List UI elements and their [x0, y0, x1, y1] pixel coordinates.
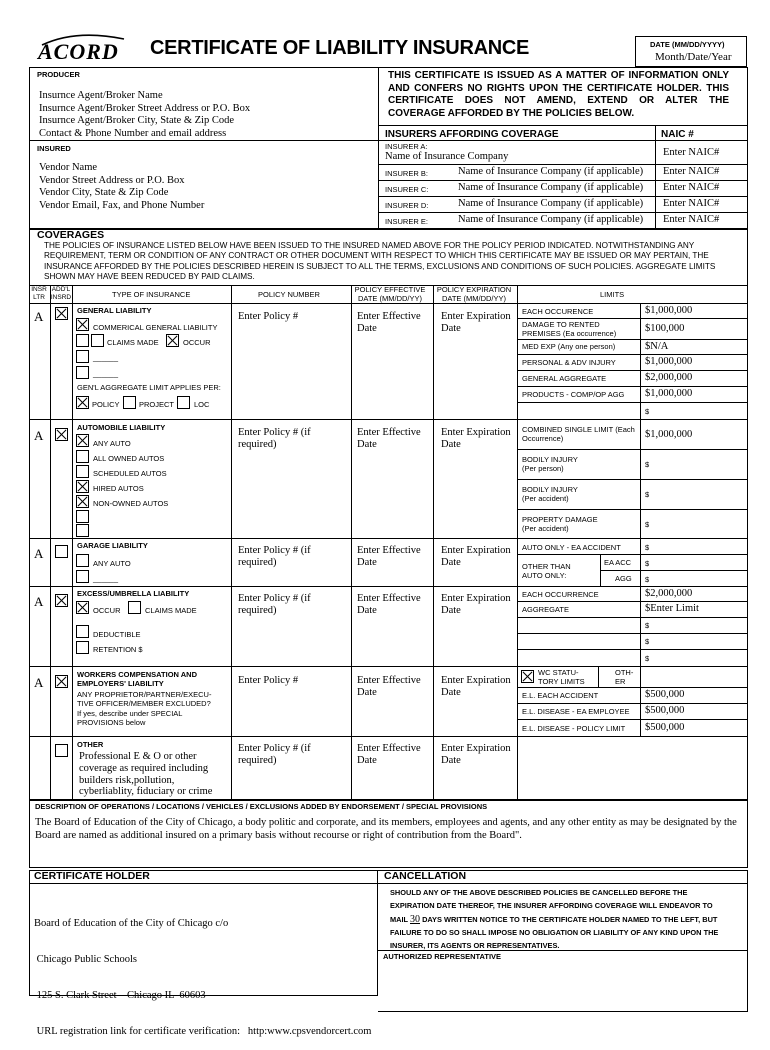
auto-extra-checkbox-1[interactable] [76, 510, 89, 523]
gl-limit-value[interactable]: $2,000,000 [645, 372, 693, 383]
gl-limit-label: MED EXP (Any one person) [522, 342, 616, 351]
auto-any-label: ANY AUTO [93, 439, 131, 448]
holder-line: 125 S. Clark Street – Chicago IL 60603 [34, 990, 206, 1001]
insured-line: Vendor Email, Fax, and Phone Number [39, 199, 205, 211]
gl-limit-label: EACH OCCURENCE [522, 307, 594, 316]
auto-hired-checkbox[interactable] [76, 480, 89, 493]
garage-extra-checkbox[interactable] [76, 570, 89, 583]
garage-insurer-letter[interactable]: A [34, 546, 44, 561]
auto-expiration-date[interactable]: Enter Expiration Date [441, 427, 511, 450]
producer-block[interactable] [39, 90, 250, 140]
auto-limit-value[interactable]: $ [645, 520, 650, 529]
gl-policy-checkbox[interactable] [76, 396, 89, 409]
holder-label: CERTIFICATE HOLDER [34, 870, 150, 882]
gl-limit-value-blank[interactable]: $ [645, 407, 650, 416]
holder-line: URL registration link for certificate verification: http:www.cpsvendorcert.com [34, 1026, 372, 1037]
wc-policy-number[interactable]: Enter Policy # [238, 675, 299, 686]
insurer-e-name[interactable]: Name of Insurance Company (if applicable) [458, 214, 644, 225]
holder-block[interactable] [34, 894, 371, 1050]
gl-addl-checkbox[interactable] [55, 307, 68, 320]
gl-insurer-letter[interactable]: A [34, 309, 44, 324]
gl-claims-made-checkbox[interactable] [91, 334, 104, 347]
gl-expiration-date[interactable]: Enter Expiration Date [441, 311, 511, 334]
auto-any-checkbox[interactable] [76, 434, 89, 447]
other-effective-date[interactable]: Enter Effective Date [357, 743, 421, 766]
cancellation-days[interactable]: 30 [410, 913, 420, 925]
cancellation-mail: MAIL [390, 914, 408, 924]
producer-line: Insurnce Agent/Broker City, State & Zip Code [39, 115, 234, 126]
auto-scheduled-label: SCHEDULED AUTOS [93, 469, 167, 478]
gl-blank-line-1: ______ [93, 353, 119, 362]
cancellation-line: SHOULD ANY OF THE ABOVE DESCRIBED POLICIES BE CANCELLED BEFORE THE [390, 888, 688, 897]
col-addl-insrd: ADD'L INSRD [50, 286, 72, 301]
auto-addl-checkbox[interactable] [55, 428, 68, 441]
auto-insurer-letter[interactable]: A [34, 428, 44, 443]
wc-effective-date[interactable]: Enter Effective Date [357, 675, 421, 698]
producer-line: Contact & Phone Number and email address [39, 127, 227, 139]
col-limits: LIMITS [600, 290, 625, 299]
insurer-b-naic[interactable]: Enter NAIC# [663, 166, 720, 177]
gl-project-label: PROJECT [139, 400, 175, 409]
gl-limit-value[interactable]: $1,000,000 [645, 305, 693, 316]
excess-deductible-label: DEDUCTIBLE [93, 630, 141, 639]
excess-deductible-checkbox[interactable] [76, 625, 89, 638]
gl-cgl-checkbox[interactable] [76, 318, 89, 331]
garage-auto-only-value[interactable]: $ [645, 543, 650, 552]
auto-title: AUTOMOBILE LIABILITY [77, 423, 166, 432]
signature-field[interactable] [380, 962, 746, 1010]
excess-effective-date[interactable]: Enter Effective Date [357, 593, 421, 616]
garage-other-than-label: OTHER THAN AUTO ONLY: [522, 562, 571, 580]
acord-logo-text: ACORD [38, 39, 119, 64]
insurer-a-label: INSURER A: [385, 142, 428, 151]
gl-limit-value[interactable]: $1,000,000 [645, 356, 693, 367]
wc-expiration-date[interactable]: Enter Expiration Date [441, 675, 511, 698]
gl-limit-label: PRODUCTS - COMP/OP AGG [522, 390, 625, 399]
excess-title: EXCESS/UMBRELLA LIABILITY [77, 589, 190, 598]
auto-limit-label: BODILY INJURY (Per person) [522, 455, 578, 473]
gl-limit-label: PERSONAL & ADV INJURY [522, 358, 616, 367]
wc-other-label: OTH-ER [615, 668, 634, 686]
coverages-text: THE POLICIES OF INSURANCE LISTED BELOW HAVE BEEN ISSUED TO THE INSURED NAMED ABOVE FOR THE POLICY PERIOD INDICATED. NOTWITHSTANDING ANY REQUIREMENT, TERM OR CONDITION OF ANY CONTRACT OR OTHER DOCUMENT WITH RESPECT TO WHICH THIS CERTIFICATE MAY BE ISSUED OR MAY PERTAIN, THE INSURANCE AFFORDED BY THE POLICIES DESCRIBED HEREIN IS SUBJECT TO ALL THE TERMS, EXCLUSIONS AND CONDITIONS OF SUCH POLICIES. AGGREGATE LIMITS SHOWN MAY HAVE BEEN REDUCED BY PAID CLAIMS. [44, 241, 716, 281]
garage-agg-value[interactable]: $ [645, 575, 650, 584]
cancellation-days-text: DAYS WRITTEN NOTICE TO THE CERTIFICATE HOLDER NAMED TO THE LEFT, BUT [422, 914, 718, 924]
auto-scheduled-checkbox[interactable] [76, 465, 89, 478]
auto-all-owned-checkbox[interactable] [76, 450, 89, 463]
excess-limit-value[interactable]: $Enter Limit [645, 603, 699, 614]
cancellation-line: FAILURE TO DO SO SHALL IMPOSE NO OBLIGATION OR LIABILITY OF ANY KIND UPON THE [390, 927, 719, 937]
col-expiration: POLICY EXPIRATION DATE (MM/DD/YY) [436, 285, 512, 303]
insurer-b-label: INSURER B: [385, 169, 428, 178]
naic-header: NAIC # [661, 129, 694, 140]
wc-limit-label: E.L. DISEASE - POLICY LIMIT [522, 724, 626, 733]
excess-limit-value[interactable]: $ [645, 654, 650, 663]
auto-non-owned-label: NON-OWNED AUTOS [93, 499, 169, 508]
gl-limit-value[interactable]: $1,000,000 [645, 388, 693, 399]
excess-policy-number[interactable]: Enter Policy # (if required) [238, 593, 311, 616]
auto-non-owned-checkbox[interactable] [76, 495, 89, 508]
cancellation-line: EXPIRATION DATE THEREOF, THE INSURER AFFORDING COVERAGE WILL ENDEAVOR TO [390, 901, 713, 911]
col-type: TYPE OF INSURANCE [112, 290, 191, 299]
excess-claims-made-label: CLAIMS MADE [145, 606, 197, 615]
excess-limit-value[interactable]: $ [645, 637, 650, 646]
insured-line: Vendor City, State & Zip Code [39, 187, 169, 198]
insurer-d-name[interactable]: Name of Insurance Company (if applicable) [458, 198, 644, 209]
gl-occur-label: OCCUR [183, 338, 211, 347]
insurer-c-label: INSURER C: [385, 185, 429, 194]
date-box [635, 36, 747, 67]
excess-claims-made-checkbox[interactable] [128, 601, 141, 614]
holder-line: Chicago Public Schools [34, 954, 137, 965]
certificate-notice: THIS CERTIFICATE IS ISSUED AS A MATTER OF INFORMATION ONLY AND CONFERS NO RIGHTS UPON THE CERTIFICATE HOLDER. THIS CERTIFICATE DOES NOT AMEND, EXTEND OR ALTER THE COVERAGE AFFORDED BY THE POLICIES BELOW. [388, 70, 729, 119]
excess-limit-value[interactable]: $2,000,000 [645, 588, 693, 599]
excess-retention-checkbox[interactable] [76, 641, 89, 654]
auto-limit-label: COMBINED SINGLE LIMIT (Each Occurrence) [522, 425, 635, 443]
gl-policy-number[interactable]: Enter Policy # [238, 311, 299, 322]
col-insr-ltr: INSR LTR [31, 286, 47, 301]
wc-limit-value[interactable]: $500,000 [645, 689, 685, 700]
date-value[interactable]: Month/Date/Year [655, 51, 732, 63]
date-label: DATE (MM/DD/YYYY) [650, 40, 725, 49]
insured-block[interactable] [39, 162, 204, 212]
excess-occur-label: OCCUR [93, 606, 121, 615]
auto-hired-label: HIRED AUTOS [93, 484, 144, 493]
gl-blank-checkbox[interactable] [76, 334, 89, 347]
insurer-c-naic[interactable]: Enter NAIC# [663, 182, 720, 193]
other-expiration-date[interactable]: Enter Expiration Date [441, 743, 511, 766]
garage-ea-acc-label: EA ACC [604, 558, 632, 567]
auto-limit-value[interactable]: $1,000,000 [645, 429, 693, 440]
acord-logo [36, 33, 128, 63]
col-effective: POLICY EFFECTIVE DATE (MM/DD/YY) [354, 285, 426, 303]
producer-line: Insurnce Agent/Broker Street Address or P.O. Box [39, 102, 251, 114]
wc-addl-checkbox[interactable] [55, 675, 68, 688]
auto-effective-date[interactable]: Enter Effective Date [357, 427, 421, 450]
wc-describe: If yes, describe under SPECIAL PROVISIONS below [77, 709, 183, 727]
gl-loc-label: LOC [194, 400, 210, 409]
gl-effective-date[interactable]: Enter Effective Date [357, 311, 421, 334]
insurer-a-naic[interactable]: Enter NAIC# [663, 147, 720, 158]
garage-agg-label: AGG [615, 574, 632, 583]
excess-insurer-letter[interactable]: A [34, 594, 44, 609]
insurer-e-naic[interactable]: Enter NAIC# [663, 214, 720, 225]
gl-extra-checkbox-2[interactable] [76, 366, 89, 379]
auto-limit-label: PROPERTY DAMAGE (Per accident) [522, 515, 598, 533]
holder-line: Board of Education of the City of Chicago c/o [34, 918, 229, 929]
garage-ea-acc-value[interactable]: $ [645, 559, 650, 568]
gl-limit-label: DAMAGE TO RENTED PREMISES (Ea occurrence) [522, 320, 617, 338]
gl-project-checkbox[interactable] [123, 396, 136, 409]
cancellation-line: INSURER, ITS AGENTS OR REPRESENTATIVES. [390, 941, 560, 951]
excess-addl-checkbox[interactable] [55, 594, 68, 607]
coverages-title: COVERAGES [37, 229, 105, 241]
producer-label: PRODUCER [37, 70, 80, 79]
gl-limit-label: GENERAL AGGREGATE [522, 374, 607, 383]
gl-agg-applies: GEN'L AGGREGATE LIMIT APPLIES PER: [77, 383, 221, 392]
gl-extra-checkbox-1[interactable] [76, 350, 89, 363]
gl-policy-label: POLICY [92, 400, 120, 409]
wc-limit-value[interactable]: $500,000 [645, 722, 685, 733]
authorized-representative-label: AUTHORIZED REPRESENTATIVE [383, 952, 502, 961]
gl-title: GENERAL LIABILITY [77, 306, 152, 315]
auto-limit-value[interactable]: $ [645, 490, 650, 499]
garage-expiration-date[interactable]: Enter Expiration Date [441, 545, 511, 568]
auto-policy-number[interactable]: Enter Policy # (if required) [238, 427, 311, 450]
auto-all-owned-label: ALL OWNED AUTOS [93, 454, 165, 463]
excess-expiration-date[interactable]: Enter Expiration Date [441, 593, 511, 616]
gl-blank-line-2: ______ [93, 369, 119, 378]
wc-title: WORKERS COMPENSATION AND EMPLOYERS' LIABILITY [77, 670, 197, 688]
gl-claims-made-label: CLAIMS MADE [107, 338, 159, 347]
insurer-b-name[interactable]: Name of Insurance Company (if applicable) [458, 166, 644, 177]
other-description[interactable]: Professional E & O or other coverage as required including builders risk,pollution, cyberliablity, fiduciary or crime [79, 751, 213, 798]
garage-title: GARAGE LIABILITY [77, 541, 148, 550]
cancellation-line-mail [390, 913, 742, 926]
wc-limit-label: E.L. DISEASE - EA EMPLOYEE [522, 707, 630, 716]
gl-occur-checkbox[interactable] [166, 334, 179, 347]
insured-line: Vendor Name [39, 162, 98, 173]
wc-limit-label: E.L. EACH ACCIDENT [522, 691, 599, 700]
insurer-e-label: INSURER E: [385, 217, 428, 226]
garage-blank-line: ______ [93, 574, 119, 583]
other-title: OTHER [77, 740, 104, 749]
col-policy-number: POLICY NUMBER [258, 290, 320, 299]
insurer-d-naic[interactable]: Enter NAIC# [663, 198, 720, 209]
wc-insurer-letter[interactable]: A [34, 675, 44, 690]
page-title: CERTIFICATE OF LIABILITY INSURANCE [150, 37, 530, 59]
garage-auto-only-label: AUTO ONLY - EA ACCIDENT [522, 543, 621, 552]
gl-limit-value[interactable]: $N/A [645, 341, 669, 352]
excess-limit-label: EACH OCCURRENCE [522, 590, 599, 599]
wc-proprietor: ANY PROPRIETOR/PARTNER/EXECU-TIVE OFFICER/MEMBER EXCLUDED? [77, 690, 212, 708]
garage-any-auto-label: ANY AUTO [93, 559, 131, 568]
insured-label: INSURED [37, 144, 71, 153]
description-label: DESCRIPTION OF OPERATIONS / LOCATIONS / VEHICLES / EXCLUSIONS ADDED BY ENDORSEMENT / SPECIAL PROVISIONS [35, 802, 488, 811]
excess-limit-value[interactable]: $ [645, 621, 650, 630]
cancellation-text [390, 886, 742, 952]
garage-effective-date[interactable]: Enter Effective Date [357, 545, 421, 568]
auto-limit-label: BODILY INJURY (Per accident) [522, 485, 578, 503]
wc-statutory-checkbox[interactable] [521, 670, 534, 683]
gl-loc-checkbox[interactable] [177, 396, 190, 409]
insurer-c-name[interactable]: Name of Insurance Company (if applicable) [458, 182, 644, 193]
other-policy-number[interactable]: Enter Policy # (if required) [238, 743, 311, 766]
insured-line: Vendor Street Address or P.O. Box [39, 174, 185, 186]
gl-cgl-label: COMMERICAL GENERAL LIABILITY [93, 323, 218, 332]
cancellation-label: CANCELLATION [384, 870, 467, 882]
insurer-d-label: INSURER D: [385, 201, 429, 210]
auto-extra-checkbox-2[interactable] [76, 524, 89, 537]
insurers-header: INSURERS AFFORDING COVERAGE [385, 129, 559, 140]
description-frame [29, 800, 748, 868]
excess-occur-checkbox[interactable] [76, 601, 89, 614]
insurer-a-name[interactable]: Name of Insurance Company [385, 151, 509, 162]
garage-policy-number[interactable]: Enter Policy # (if required) [238, 545, 311, 568]
auto-limit-value[interactable]: $ [645, 460, 650, 469]
excess-limit-label: AGGREGATE [522, 605, 569, 614]
excess-retention-label: RETENTION $ [93, 645, 143, 654]
description-text[interactable]: The Board of Education of the City of Chicago, a body politic and corporate, and its members, employees and agents, and any other entity as may be designated by the Board are named as additional insured on a primary basis without recourse or right of contribution from the Board". [35, 817, 737, 841]
other-addl-checkbox[interactable] [55, 744, 68, 757]
producer-line: Insurnce Agent/Broker Name [39, 90, 163, 101]
gl-limit-value[interactable]: $100,000 [645, 323, 685, 334]
wc-limit-value[interactable]: $500,000 [645, 705, 685, 716]
garage-any-auto-checkbox[interactable] [76, 554, 89, 567]
wc-statutory-label: WC STATU-TORY LIMITS [538, 668, 585, 686]
garage-addl-checkbox[interactable] [55, 545, 68, 558]
